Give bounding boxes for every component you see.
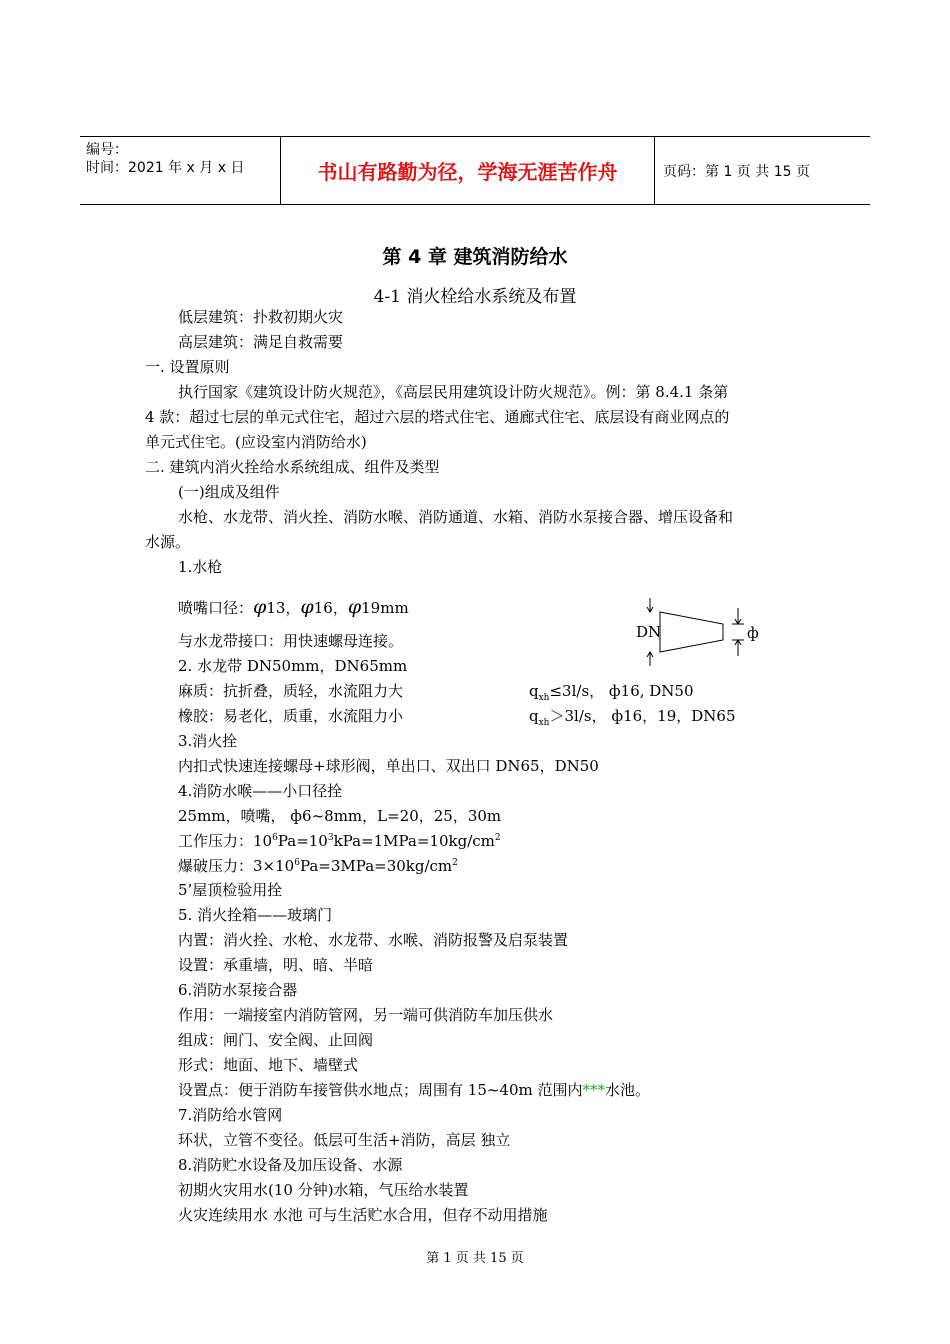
- setting-point-line: 设置点：便于消防车接管供水地点；周围有 15~40m 范围内***水池。: [178, 1081, 651, 1099]
- text-line: 5’屋顶检验用拴: [178, 881, 283, 899]
- working-pressure: 工作压力：$10^6Pa=10^3kPa=1MPa=10kg/cm^2$: [178, 832, 501, 850]
- text-line: 4 款：超过七层的单元式住宅，超过六层的塔式住宅、通廊式住宅、底层设有商业网点的: [145, 408, 730, 426]
- item-heading: 8.消防贮水设备及加压设备、水源: [178, 1156, 403, 1174]
- text-line: 火灾连续用水 水池 可与生活贮水合用，但存不动用措施: [178, 1206, 548, 1224]
- header-page-info: 页码：第 1 页 共 15 页: [663, 163, 810, 180]
- header-motto: 书山有路勤为径，学海无涯苦作舟: [281, 137, 655, 204]
- item-heading: 1.水枪: [178, 558, 223, 576]
- text-line: 作用：一端接室内消防管网，另一端可供消防车加压供水: [178, 1006, 554, 1024]
- text-line: 橡胶：易老化，质重，水流阻力小: [178, 707, 404, 725]
- phi-symbol: φ: [300, 596, 314, 618]
- text-line: 执行国家《建筑设计防火规范》，《高层民用建筑设计防火规范》。例：第 8.4.1 条第: [178, 383, 729, 401]
- text-line: 组成：闸门、安全阀、止回阀: [178, 1031, 374, 1049]
- item-heading: 2. 水龙带 DN50mm，DN65mm: [178, 657, 408, 675]
- flow-condition: $q_{xh}>3l/s$， ф16，19，DN65: [529, 707, 736, 728]
- text-line: 内扣式快速连接螺母+球形阀，单出口、双出口 DN65，DN50: [178, 757, 599, 775]
- document-number-label: 编号：: [86, 142, 128, 158]
- green-asterisks: ***: [582, 1081, 606, 1099]
- text-line: 高层建筑：满足自救需要: [178, 333, 344, 351]
- item-heading: 6.消防水泵接合器: [178, 981, 298, 999]
- nozzle-body-shape: [660, 612, 723, 652]
- text-line: 初期火灾用水(10 分钟)水箱，气压给水装置: [178, 1181, 469, 1199]
- chapter-title: 第 4 章 建筑消防给水: [382, 246, 568, 268]
- header-meta: [80, 137, 281, 204]
- phi-symbol: φ: [347, 596, 362, 618]
- text-line: 内置：消火拴、水枪、水龙带、水喉、消防报警及启泵装置: [178, 931, 569, 949]
- item-heading: 5. 消火拴箱——玻璃门: [178, 906, 333, 924]
- page-footer: 第 1 页 共 15 页: [426, 1251, 524, 1266]
- text-line: 与水龙带接口：用快速螺母连接。: [178, 632, 404, 650]
- burst-pressure: 爆破压力：$3\times 10^6Pa=3MPa=30kg/cm^2$: [178, 857, 458, 875]
- dn-label: DN: [636, 623, 662, 641]
- text-line: 设置：承重墙，明、暗、半暗: [178, 956, 374, 974]
- item-heading: 3.消火拴: [178, 732, 238, 750]
- document-header: [80, 136, 870, 205]
- nozzle-diameter-line: 喷嘴口径：φ13，φ16，φ19mm: [178, 596, 409, 618]
- flow-condition: $q_{xh}\le 3l/s$， ф16, DN50: [529, 682, 694, 703]
- text-line: 单元式住宅。(应设室内消防给水): [145, 433, 367, 451]
- text-line: 低层建筑：扑救初期火灾: [178, 308, 344, 326]
- text-line: 水枪、水龙带、消火拴、消防水喉、消防通道、水箱、消防水泵接合器、增压设备和: [178, 508, 734, 526]
- item-heading: 7.消防给水管网: [178, 1106, 283, 1124]
- text-line: (一)组成及组件: [178, 483, 280, 501]
- document-time: 时间：2021 年 x 月 x 日: [86, 160, 245, 176]
- nozzle-diagram: [620, 592, 770, 672]
- text-line: 麻质：抗折叠，质轻，水流阻力大: [178, 682, 404, 700]
- heading-components: 二. 建筑内消火拴给水系统组成、组件及类型: [145, 458, 440, 476]
- item-heading: 4.消防水喉——小口径拴: [178, 782, 343, 800]
- text-line: 环状，立管不变径。低层可生活+消防，高层 独立: [178, 1131, 511, 1149]
- text-line: 形式：地面、地下、墙壁式: [178, 1056, 359, 1074]
- phi-label: ф: [747, 624, 759, 642]
- phi-symbol: φ: [253, 596, 267, 618]
- text-line: 水源。: [145, 533, 191, 551]
- text-line: 25mm，喷嘴， ф6~8mm，L=20，25，30m: [178, 807, 502, 825]
- heading-principle: 一. 设置原则: [145, 358, 230, 376]
- section-title: 4-1 消火栓给水系统及布置: [373, 287, 577, 307]
